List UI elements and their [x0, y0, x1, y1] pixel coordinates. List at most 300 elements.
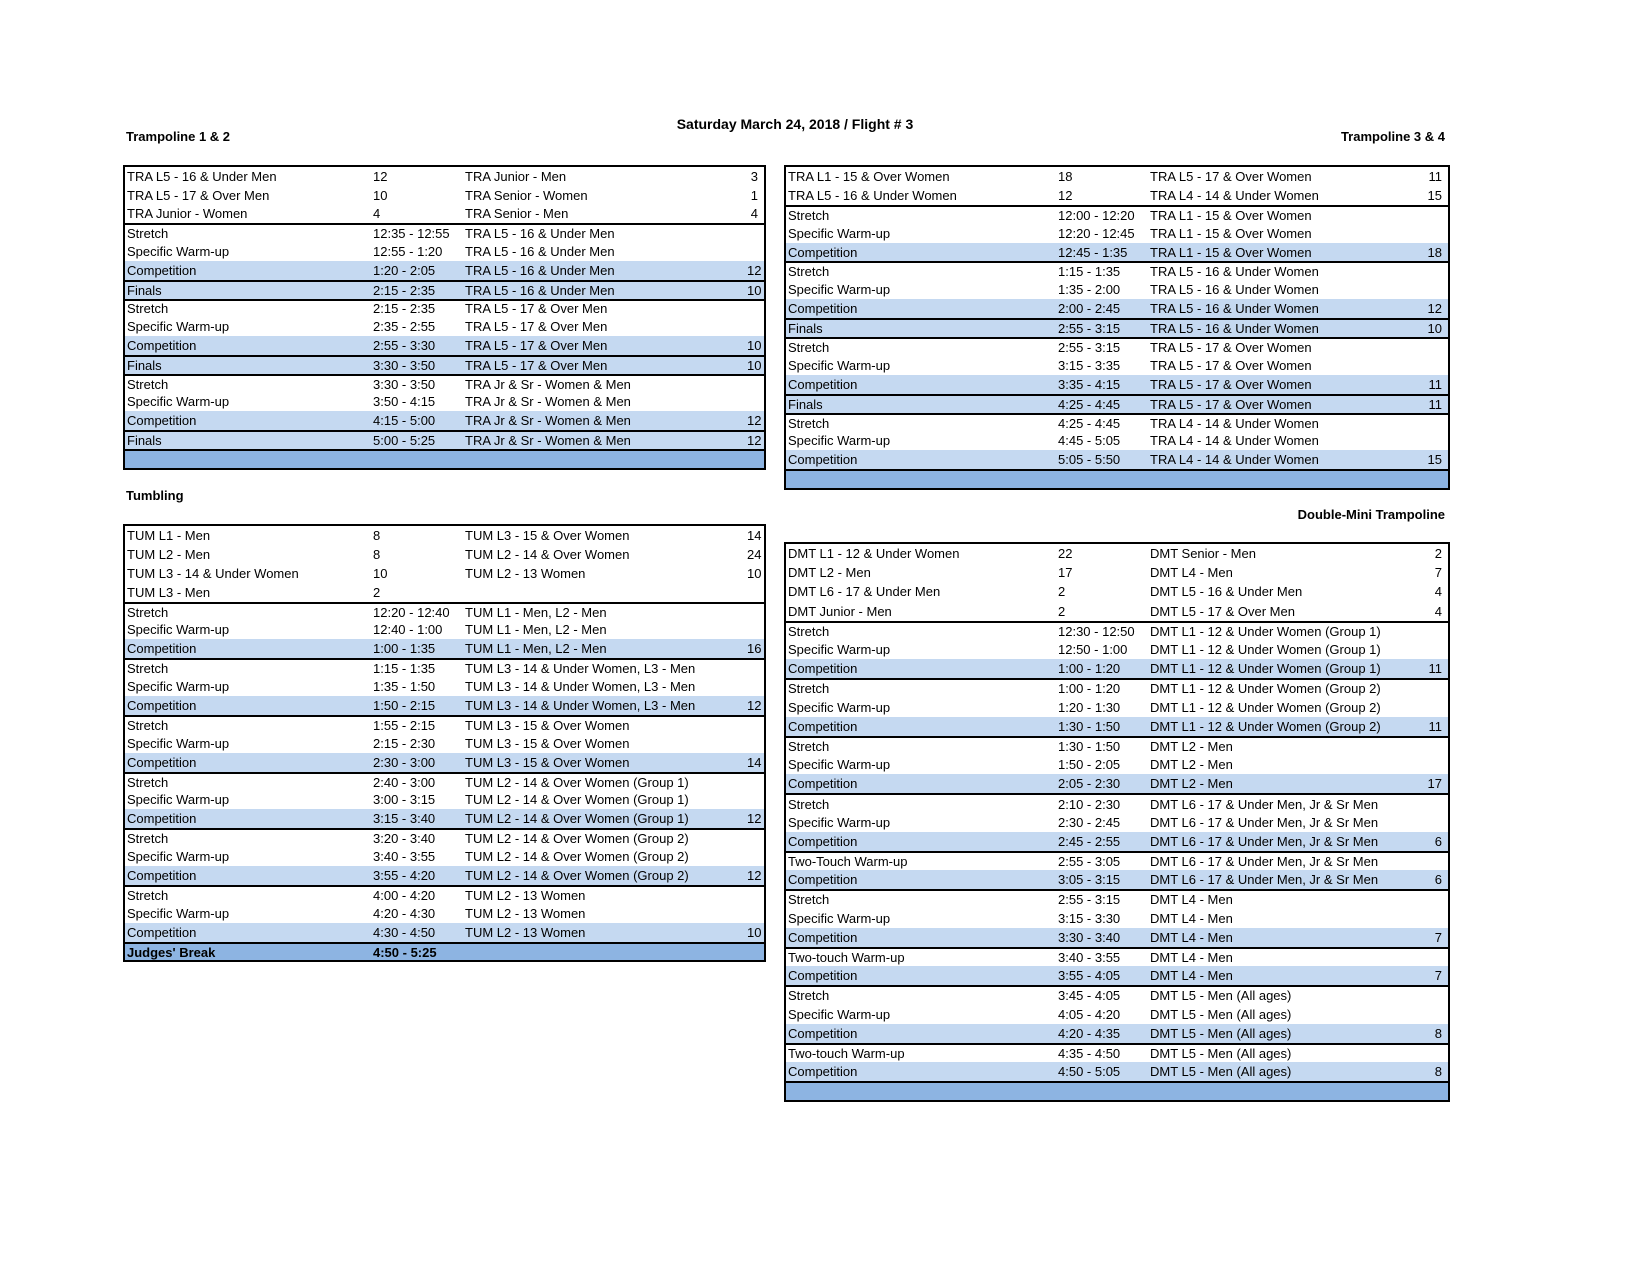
time-range: 2:55 - 3:15 — [1058, 321, 1121, 337]
activity: Specific Warm-up — [788, 910, 891, 926]
event-group: DMT L1 - 12 & Under Women (Group 1) — [1150, 623, 1381, 639]
activity: Competition — [788, 661, 858, 677]
schedule-row — [786, 205, 1448, 224]
time-range: 5:00 - 5:25 — [373, 433, 436, 449]
schedule-row — [786, 928, 1448, 947]
time-range: 12:45 - 1:35 — [1058, 244, 1128, 260]
schedule-row — [125, 809, 764, 828]
roster-row — [786, 582, 1448, 601]
activity: Specific Warm-up — [788, 757, 891, 773]
schedule-row — [786, 985, 1448, 1004]
event-name: DMT L5 - 17 & Over Men — [1150, 603, 1295, 619]
roster-row — [786, 186, 1448, 205]
activity: Specific Warm-up — [127, 679, 230, 695]
roster-row — [125, 545, 764, 564]
time-range: 1:50 - 2:15 — [373, 697, 436, 713]
activity: Stretch — [788, 988, 830, 1004]
athlete-count: 12 — [747, 811, 762, 827]
athlete-count: 12 — [1427, 301, 1442, 317]
time-range: 3:15 - 3:40 — [373, 811, 436, 827]
athlete-count: 3 — [750, 168, 758, 184]
schedule-row — [786, 261, 1448, 280]
activity: Stretch — [788, 623, 830, 639]
time-range: 3:15 - 3:30 — [1058, 910, 1121, 926]
athlete-count: 6 — [1434, 833, 1442, 849]
time-range: 5:05 - 5:50 — [1058, 452, 1121, 468]
event-name: TRA L5 - 16 & Under Men — [127, 168, 277, 184]
schedule-row — [786, 870, 1448, 889]
time-range: 4:25 - 4:45 — [1058, 396, 1121, 412]
event-group: TRA L5 - 17 & Over Men — [465, 357, 608, 373]
event-name: TUM L2 - Men — [127, 546, 211, 562]
event-name: TRA Junior - Women — [127, 206, 248, 222]
time-range: 4:15 - 5:00 — [373, 413, 436, 429]
activity: Stretch — [788, 681, 830, 697]
event-name: DMT L5 - 16 & Under Men — [1150, 584, 1303, 600]
time-range: 1:00 - 1:20 — [1058, 681, 1121, 697]
athlete-count: 10 — [373, 565, 388, 581]
athlete-count: 14 — [747, 754, 762, 770]
schedule-row — [786, 1005, 1448, 1024]
schedule-row — [125, 620, 764, 639]
athlete-count: 7 — [1434, 929, 1442, 945]
activity: Competition — [788, 718, 858, 734]
time-range: 2:00 - 2:45 — [1058, 301, 1121, 317]
event-name: TRA L1 - 15 & Over Women — [788, 168, 950, 184]
time-range: 4:50 - 5:05 — [1058, 1064, 1121, 1080]
event-group: DMT L5 - Men (All ages) — [1150, 1006, 1292, 1022]
athlete-count: 2 — [1058, 584, 1066, 600]
event-group: TRA Jr & Sr - Women & Men — [465, 376, 631, 392]
athlete-count: 4 — [373, 206, 381, 222]
double-mini-table — [784, 542, 1450, 1102]
event-group: TRA L4 - 14 & Under Women — [1150, 415, 1319, 431]
event-name: DMT L6 - 17 & Under Men — [788, 584, 941, 600]
event-group: TUM L2 - 13 Women — [465, 905, 586, 921]
athlete-count: 4 — [1434, 584, 1442, 600]
roster-row — [125, 564, 764, 583]
athlete-count: 12 — [747, 413, 762, 429]
schedule-row — [786, 280, 1448, 299]
event-group: TUM L2 - 14 & Over Women (Group 1) — [465, 792, 689, 808]
event-group: DMT L5 - Men (All ages) — [1150, 1025, 1292, 1041]
schedule-row — [125, 393, 764, 412]
roster-row — [786, 602, 1448, 621]
time-range: 12:20 - 12:40 — [373, 604, 450, 620]
athlete-count: 11 — [1428, 396, 1442, 412]
schedule-row — [786, 299, 1448, 318]
time-range: 3:15 - 3:35 — [1058, 357, 1121, 373]
schedule-row — [125, 374, 764, 393]
event-group: TRA L5 - 16 & Under Women — [1150, 264, 1319, 280]
time-range: 2:30 - 3:00 — [373, 754, 436, 770]
time-range: 2:55 - 3:05 — [1058, 854, 1121, 870]
event-group: DMT L4 - Men — [1150, 950, 1233, 966]
time-range: 3:30 - 3:50 — [373, 376, 436, 392]
time-range: 1:30 - 1:50 — [1058, 738, 1121, 754]
activity: Stretch — [788, 892, 830, 908]
time-range: 4:45 - 5:05 — [1058, 433, 1121, 449]
event-group: TUM L1 - Men, L2 - Men — [465, 604, 607, 620]
schedule-row — [786, 678, 1448, 697]
time-range: 4:20 - 4:35 — [1058, 1025, 1121, 1041]
event-name: TRA Senior - Women — [465, 187, 588, 203]
schedule-row — [786, 1043, 1448, 1062]
schedule-row — [786, 966, 1448, 985]
schedule-row — [125, 317, 764, 336]
activity: Competition — [127, 867, 197, 883]
athlete-count: 11 — [1428, 168, 1442, 184]
time-range: 3:30 - 3:50 — [373, 357, 436, 373]
athlete-count: 14 — [747, 527, 762, 543]
event-group: TRA L5 - 16 & Under Men — [465, 226, 615, 242]
event-group: TRA L4 - 14 & Under Women — [1150, 433, 1319, 449]
athlete-count: 11 — [1428, 376, 1442, 392]
athlete-count: 15 — [1427, 452, 1442, 468]
activity: Specific Warm-up — [127, 622, 230, 638]
time-range: 2:55 - 3:15 — [1058, 339, 1121, 355]
time-range: 12:35 - 12:55 — [373, 226, 450, 242]
event-group: TRA L1 - 15 & Over Women — [1150, 207, 1312, 223]
activity: Two-touch Warm-up — [788, 950, 905, 966]
athlete-count: 10 — [373, 187, 388, 203]
schedule-row — [786, 621, 1448, 640]
activity: Finals — [127, 282, 162, 298]
event-group: TRA L5 - 16 & Under Men — [465, 282, 615, 298]
time-range: 4:35 - 4:50 — [1058, 1045, 1121, 1061]
event-group: TUM L3 - 14 & Under Women, L3 - Men — [465, 679, 696, 695]
activity: Specific Warm-up — [788, 357, 891, 373]
schedule-row — [786, 1024, 1448, 1043]
schedule-row — [786, 659, 1448, 678]
athlete-count: 22 — [1058, 546, 1073, 562]
schedule-row — [786, 243, 1448, 262]
athlete-count: 18 — [1427, 244, 1442, 260]
event-group: DMT L1 - 12 & Under Women (Group 2) — [1150, 718, 1381, 734]
time-range: 12:50 - 1:00 — [1058, 642, 1128, 658]
schedule-row — [786, 450, 1448, 469]
activity: Stretch — [127, 831, 169, 847]
activity: Two-Touch Warm-up — [788, 854, 908, 870]
page-title: Saturday March 24, 2018 / Flight # 3 — [676, 116, 914, 132]
activity: Competition — [788, 301, 858, 317]
athlete-count: 17 — [1427, 776, 1442, 792]
time-range: 3:55 - 4:20 — [373, 867, 436, 883]
event-group: TUM L3 - 15 & Over Women — [465, 735, 630, 751]
schedule-row — [125, 639, 764, 658]
schedule-row — [125, 411, 764, 430]
activity: Stretch — [127, 301, 169, 317]
time-range: 4:20 - 4:30 — [373, 905, 436, 921]
schedule-row — [786, 793, 1448, 812]
time-range: 4:50 - 5:25 — [373, 944, 437, 960]
schedule-row — [786, 736, 1448, 755]
time-range: 1:00 - 1:20 — [1058, 661, 1121, 677]
time-range: 4:05 - 4:20 — [1058, 1006, 1121, 1022]
schedule-row — [786, 375, 1448, 394]
roster-row — [786, 563, 1448, 582]
event-group: DMT L2 - Men — [1150, 757, 1233, 773]
event-group: DMT L5 - Men (All ages) — [1150, 1064, 1292, 1080]
activity: Competition — [788, 1025, 858, 1041]
roster-row — [125, 205, 764, 224]
activity: Stretch — [127, 604, 169, 620]
event-group: DMT L6 - 17 & Under Men, Jr & Sr Men — [1150, 872, 1379, 888]
time-range: 2:35 - 2:55 — [373, 319, 436, 335]
activity: Competition — [788, 376, 858, 392]
event-group: TUM L1 - Men, L2 - Men — [465, 641, 607, 657]
event-group: DMT L1 - 12 & Under Women (Group 1) — [1150, 642, 1381, 658]
athlete-count: 11 — [1428, 661, 1442, 677]
event-group: TRA L4 - 14 & Under Women — [1150, 452, 1319, 468]
schedule-row — [786, 889, 1448, 908]
schedule-row — [125, 261, 764, 280]
event-group: TRA L5 - 16 & Under Men — [465, 262, 615, 278]
time-range: 2:45 - 2:55 — [1058, 833, 1121, 849]
schedule-row — [125, 942, 764, 961]
athlete-count: 16 — [747, 641, 762, 657]
event-group: DMT L4 - Men — [1150, 910, 1233, 926]
athlete-count: 12 — [747, 433, 762, 449]
activity: Specific Warm-up — [127, 849, 230, 865]
athlete-count: 2 — [373, 584, 381, 600]
time-range: 12:40 - 1:00 — [373, 622, 443, 638]
schedule-row — [125, 336, 764, 355]
athlete-count: 10 — [747, 565, 762, 581]
event-group: DMT L1 - 12 & Under Women (Group 2) — [1150, 681, 1381, 697]
event-group: DMT L6 - 17 & Under Men, Jr & Sr Men — [1150, 796, 1379, 812]
schedule-row — [125, 299, 764, 318]
activity: Specific Warm-up — [127, 905, 230, 921]
time-range: 3:50 - 4:15 — [373, 394, 436, 410]
activity: Competition — [788, 929, 858, 945]
athlete-count: 24 — [747, 546, 762, 562]
time-range: 12:00 - 12:20 — [1058, 207, 1135, 223]
activity: Finals — [127, 433, 162, 449]
activity: Two-touch Warm-up — [788, 1045, 905, 1061]
athlete-count: 10 — [1427, 321, 1442, 337]
event-group: DMT L2 - Men — [1150, 738, 1233, 754]
time-range: 4:00 - 4:20 — [373, 887, 436, 903]
event-group: TRA Jr & Sr - Women & Men — [465, 433, 631, 449]
athlete-count: 11 — [1428, 718, 1442, 734]
section-label-trampoline-1-2: Trampoline 1 & 2 — [126, 129, 231, 144]
event-name: TRA Senior - Men — [465, 206, 569, 222]
schedule-row — [786, 717, 1448, 736]
time-range: 3:20 - 3:40 — [373, 831, 436, 847]
athlete-count: 8 — [373, 546, 381, 562]
athlete-count: 2 — [1434, 546, 1442, 562]
activity: Stretch — [127, 717, 169, 733]
schedule-row — [786, 431, 1448, 450]
schedule-row — [125, 847, 764, 866]
roster-row — [125, 583, 764, 602]
activity: Stretch — [788, 415, 830, 431]
event-group: TRA L5 - 16 & Under Women — [1150, 301, 1319, 317]
section-label-trampoline-3-4: Trampoline 3 & 4 — [1340, 129, 1445, 144]
time-range: 3:30 - 3:40 — [1058, 929, 1121, 945]
time-range: 3:40 - 3:55 — [373, 849, 436, 865]
schedule-row — [786, 832, 1448, 851]
event-group: DMT L1 - 12 & Under Women (Group 1) — [1150, 661, 1381, 677]
time-range: 2:30 - 2:45 — [1058, 814, 1121, 830]
athlete-count: 17 — [1058, 565, 1073, 581]
schedule-row — [786, 698, 1448, 717]
event-group: TUM L2 - 14 & Over Women (Group 2) — [465, 831, 689, 847]
activity: Specific Warm-up — [788, 642, 891, 658]
schedule-row — [125, 355, 764, 374]
activity: Stretch — [127, 774, 169, 790]
event-name: TRA L5 - 16 & Under Women — [788, 187, 957, 203]
activity: Stretch — [788, 264, 830, 280]
event-group: TUM L2 - 14 & Over Women (Group 2) — [465, 849, 689, 865]
schedule-row — [125, 772, 764, 791]
event-name: TUM L3 - 15 & Over Women — [465, 527, 630, 543]
event-group: TRA L5 - 17 & Over Women — [1150, 357, 1312, 373]
event-name: TUM L3 - 14 & Under Women — [127, 565, 299, 581]
time-range: 12:20 - 12:45 — [1058, 225, 1135, 241]
roster-row — [786, 167, 1448, 186]
activity: Stretch — [127, 376, 169, 392]
event-group: TUM L3 - 15 & Over Women — [465, 754, 630, 770]
activity: Specific Warm-up — [788, 225, 891, 241]
schedule-row — [786, 413, 1448, 432]
event-name: DMT L4 - Men — [1150, 565, 1233, 581]
activity: Stretch — [127, 226, 169, 242]
event-group: TUM L2 - 13 Women — [465, 924, 586, 940]
event-group: TUM L2 - 14 & Over Women (Group 2) — [465, 867, 689, 883]
roster-row — [786, 544, 1448, 563]
schedule-row — [786, 909, 1448, 928]
event-group: TUM L3 - 15 & Over Women — [465, 717, 630, 733]
activity: Stretch — [788, 207, 830, 223]
event-group: DMT L6 - 17 & Under Men, Jr & Sr Men — [1150, 814, 1379, 830]
time-range: 4:30 - 4:50 — [373, 924, 436, 940]
time-range: 1:20 - 2:05 — [373, 262, 436, 278]
activity: Specific Warm-up — [127, 735, 230, 751]
schedule-row — [786, 755, 1448, 774]
activity: Specific Warm-up — [127, 394, 230, 410]
time-range: 1:50 - 2:05 — [1058, 757, 1121, 773]
event-group: TRA L5 - 17 & Over Women — [1150, 396, 1312, 412]
schedule-row — [125, 658, 764, 677]
event-name: DMT L2 - Men — [788, 565, 871, 581]
schedule-row — [125, 430, 764, 449]
section-label-tumbling: Tumbling — [126, 488, 184, 503]
activity: Specific Warm-up — [788, 433, 891, 449]
event-group: TUM L2 - 14 & Over Women (Group 1) — [465, 774, 689, 790]
event-name: DMT Senior - Men — [1150, 546, 1256, 562]
event-group: DMT L4 - Men — [1150, 892, 1233, 908]
event-group: TRA L5 - 16 & Under Women — [1150, 282, 1319, 298]
schedule-row — [125, 602, 764, 621]
athlete-count: 2 — [1058, 603, 1066, 619]
trampoline-3-4-table — [784, 165, 1450, 490]
time-range: 1:15 - 1:35 — [1058, 264, 1121, 280]
activity: Specific Warm-up — [788, 1006, 891, 1022]
athlete-count: 12 — [373, 168, 388, 184]
time-range: 2:40 - 3:00 — [373, 774, 436, 790]
athlete-count: 8 — [1434, 1064, 1442, 1080]
athlete-count: 12 — [747, 697, 762, 713]
time-range: 1:20 - 1:30 — [1058, 699, 1121, 715]
activity: Competition — [788, 1064, 858, 1080]
event-name: DMT Junior - Men — [788, 603, 892, 619]
table-footer — [786, 469, 1448, 488]
event-group: TUM L3 - 14 & Under Women, L3 - Men — [465, 697, 696, 713]
athlete-count: 10 — [747, 924, 762, 940]
time-range: 3:55 - 4:05 — [1058, 968, 1121, 984]
activity: Competition — [127, 697, 197, 713]
time-range: 1:15 - 1:35 — [373, 661, 436, 677]
roster-row — [125, 186, 764, 205]
roster-row — [125, 167, 764, 186]
event-group: TRA L5 - 17 & Over Women — [1150, 376, 1312, 392]
schedule-row — [125, 866, 764, 885]
athlete-count: 7 — [1434, 968, 1442, 984]
athlete-count: 4 — [1434, 603, 1442, 619]
event-group: TUM L1 - Men, L2 - Men — [465, 622, 607, 638]
activity: Competition — [127, 924, 197, 940]
schedule-row — [786, 1062, 1448, 1081]
event-group: TRA L5 - 17 & Over Women — [1150, 339, 1312, 355]
activity: Competition — [127, 754, 197, 770]
event-group: TUM L3 - 14 & Under Women, L3 - Men — [465, 661, 696, 677]
schedule-row — [125, 696, 764, 715]
time-range: 1:35 - 1:50 — [373, 679, 436, 695]
activity: Stretch — [127, 887, 169, 903]
athlete-count: 12 — [747, 867, 762, 883]
event-name: TRA L5 - 17 & Over Men — [127, 187, 270, 203]
time-range: 2:10 - 2:30 — [1058, 796, 1121, 812]
schedule-row — [125, 734, 764, 753]
time-range: 2:55 - 3:30 — [373, 338, 436, 354]
athlete-count: 12 — [747, 262, 762, 278]
schedule-row — [125, 923, 764, 942]
event-group: DMT L4 - Men — [1150, 929, 1233, 945]
schedule-row — [786, 337, 1448, 356]
activity: Competition — [788, 244, 858, 260]
event-group: TRA L1 - 15 & Over Women — [1150, 225, 1312, 241]
time-range: 1:35 - 2:00 — [1058, 282, 1121, 298]
time-range: 1:55 - 2:15 — [373, 717, 436, 733]
time-range: 2:15 - 2:35 — [373, 301, 436, 317]
event-name: TRA L5 - 17 & Over Women — [1150, 168, 1312, 184]
activity: Competition — [127, 338, 197, 354]
event-group: TUM L2 - 13 Women — [465, 887, 586, 903]
time-range: 2:05 - 2:30 — [1058, 776, 1121, 792]
activity: Stretch — [127, 661, 169, 677]
athlete-count: 10 — [747, 282, 762, 298]
event-group: TRA L5 - 17 & Over Men — [465, 301, 608, 317]
event-group: DMT L1 - 12 & Under Women (Group 2) — [1150, 699, 1381, 715]
athlete-count: 8 — [373, 527, 381, 543]
event-name: TUM L2 - 13 Women — [465, 565, 586, 581]
activity: Finals — [127, 357, 162, 373]
schedule-row — [786, 318, 1448, 337]
table-footer — [125, 449, 764, 468]
activity: Judges' Break — [127, 944, 216, 960]
event-group: TRA Jr & Sr - Women & Men — [465, 413, 631, 429]
schedule-row — [125, 242, 764, 261]
schedule-row — [786, 851, 1448, 870]
activity: Competition — [788, 872, 858, 888]
activity: Competition — [788, 833, 858, 849]
activity: Specific Warm-up — [788, 282, 891, 298]
activity: Specific Warm-up — [788, 814, 891, 830]
trampoline-1-2-table — [123, 165, 766, 470]
activity: Specific Warm-up — [788, 699, 891, 715]
